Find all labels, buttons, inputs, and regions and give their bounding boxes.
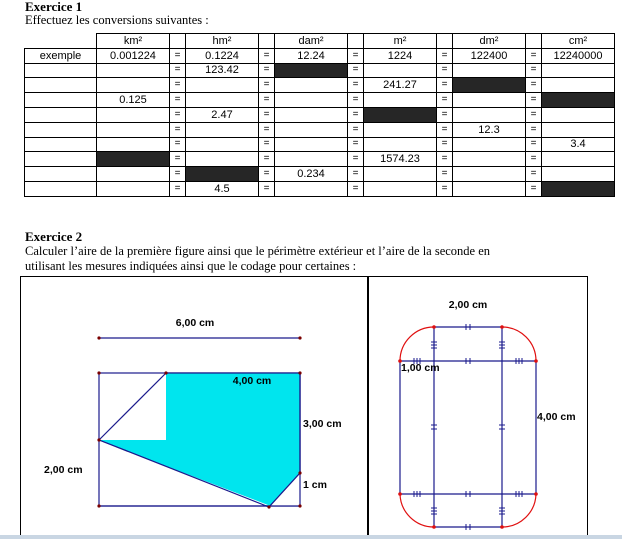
unit-header: hm² (186, 34, 259, 49)
value-cell (186, 152, 259, 167)
value-cell: 241.27 (364, 78, 437, 93)
fig1-inner-top: 4,00 cm (232, 375, 272, 387)
exercise1-title: Exercice 1 (25, 0, 83, 14)
row-label-blank (25, 122, 97, 137)
value-cell: 122400 (453, 48, 526, 63)
exercise1-instruction: Effectuez les conversions suivantes : (25, 13, 209, 27)
table-row (25, 63, 615, 78)
table-row (25, 107, 615, 122)
value-cell (97, 167, 170, 182)
equals-sign: = (437, 93, 453, 108)
row-label-blank (25, 152, 97, 167)
example-label: exemple (25, 48, 97, 63)
equals-sign: = (348, 48, 364, 63)
equals-sign: = (259, 107, 275, 122)
figure1-frame (20, 276, 368, 538)
value-cell (186, 93, 259, 108)
value-cell (453, 137, 526, 152)
eq-cell-blank (526, 34, 542, 49)
equals-sign: = (259, 63, 275, 78)
table-row (25, 137, 615, 152)
value-cell (364, 137, 437, 152)
exercise2-title: Exercice 2 (25, 229, 83, 244)
value-cell (542, 107, 615, 122)
unit-header: dam² (275, 34, 348, 49)
value-cell (364, 63, 437, 78)
value-cell (364, 167, 437, 182)
row-label-blank (25, 167, 97, 182)
value-cell (275, 181, 348, 196)
equals-sign: = (437, 107, 453, 122)
equals-sign: = (348, 107, 364, 122)
value-cell: 0.125 (97, 93, 170, 108)
value-cell (542, 167, 615, 182)
shaded-cell (542, 181, 615, 196)
fig1-top-length: 6,00 cm (175, 317, 215, 329)
equals-sign: = (526, 122, 542, 137)
table-row (25, 78, 615, 93)
shaded-cell (453, 78, 526, 93)
unit-header: km² (97, 34, 170, 49)
value-cell (453, 107, 526, 122)
table-row (25, 152, 615, 167)
value-cell (542, 63, 615, 78)
fig2-inner-width: 1,00 cm (401, 362, 440, 374)
equals-sign: = (437, 63, 453, 78)
equals-sign: = (437, 152, 453, 167)
equals-sign: = (170, 122, 186, 137)
shaded-cell (275, 63, 348, 78)
equals-sign: = (526, 107, 542, 122)
equals-sign: = (170, 63, 186, 78)
value-cell: 0.1224 (186, 48, 259, 63)
value-cell: 2.47 (186, 107, 259, 122)
value-cell (97, 78, 170, 93)
unit-header: m² (364, 34, 437, 49)
value-cell (453, 63, 526, 78)
figure2-frame (368, 276, 588, 538)
value-cell (542, 122, 615, 137)
equals-sign: = (259, 48, 275, 63)
value-cell (364, 93, 437, 108)
value-cell: 12.3 (453, 122, 526, 137)
shaded-cell (186, 167, 259, 182)
equals-sign: = (437, 78, 453, 93)
table-row (25, 93, 615, 108)
value-cell: 123.42 (186, 63, 259, 78)
equals-sign: = (348, 167, 364, 182)
equals-sign: = (170, 78, 186, 93)
value-cell (186, 137, 259, 152)
value-cell (97, 181, 170, 196)
equals-sign: = (437, 181, 453, 196)
fig2-height: 4,00 cm (537, 411, 576, 423)
shaded-cell (97, 152, 170, 167)
value-cell (453, 93, 526, 108)
fig1-left-side: 2,00 cm (44, 464, 83, 476)
equals-sign: = (348, 137, 364, 152)
value-cell (275, 137, 348, 152)
fig1-right-side: 3,00 cm (303, 418, 342, 430)
value-cell (364, 122, 437, 137)
value-cell (364, 181, 437, 196)
table-row (25, 48, 615, 63)
equals-sign: = (437, 137, 453, 152)
equals-sign: = (348, 63, 364, 78)
value-cell (542, 78, 615, 93)
value-cell: 12240000 (542, 48, 615, 63)
equals-sign: = (170, 167, 186, 182)
row-label-blank (25, 93, 97, 108)
value-cell (453, 152, 526, 167)
exercise2-line1: Calculer l’aire de la première figure ainsi que le périmètre extérieur et l’aire de la seconde en (25, 244, 491, 258)
equals-sign: = (170, 152, 186, 167)
value-cell (97, 63, 170, 78)
eq-cell-blank (348, 34, 364, 49)
equals-sign: = (170, 93, 186, 108)
bottom-scroll-edge (0, 535, 622, 539)
eq-cell-blank (170, 34, 186, 49)
equals-sign: = (526, 93, 542, 108)
row-label-blank (25, 63, 97, 78)
table-corner (25, 34, 97, 49)
value-cell (275, 152, 348, 167)
eq-cell-blank (259, 34, 275, 49)
value-cell: 0.234 (275, 167, 348, 182)
value-cell (542, 152, 615, 167)
equals-sign: = (170, 181, 186, 196)
value-cell (97, 122, 170, 137)
value-cell: 0.001224 (97, 48, 170, 63)
value-cell: 12.24 (275, 48, 348, 63)
equals-sign: = (259, 93, 275, 108)
equals-sign: = (259, 152, 275, 167)
exercise2-line2: utilisant les mesures indiquées ainsi que le codage pour certaines : (25, 259, 357, 273)
equals-sign: = (259, 78, 275, 93)
equals-sign: = (259, 167, 275, 182)
equals-sign: = (348, 93, 364, 108)
row-label-blank (25, 137, 97, 152)
value-cell: 3.4 (542, 137, 615, 152)
value-cell: 1574.23 (364, 152, 437, 167)
fig1-small-right: 1 cm (303, 479, 327, 491)
equals-sign: = (170, 48, 186, 63)
value-cell (186, 122, 259, 137)
value-cell (275, 78, 348, 93)
unit-header: dm² (453, 34, 526, 49)
equals-sign: = (526, 63, 542, 78)
equals-sign: = (437, 48, 453, 63)
value-cell (97, 137, 170, 152)
equals-sign: = (348, 152, 364, 167)
equals-sign: = (259, 137, 275, 152)
equals-sign: = (526, 152, 542, 167)
fig2-top-width: 2,00 cm (448, 299, 488, 311)
unit-header: cm² (542, 34, 615, 49)
value-cell (275, 107, 348, 122)
row-label-blank (25, 107, 97, 122)
row-label-blank (25, 181, 97, 196)
equals-sign: = (170, 107, 186, 122)
value-cell (97, 107, 170, 122)
conversion-table (24, 33, 615, 197)
value-cell (275, 93, 348, 108)
value-cell (453, 181, 526, 196)
equals-sign: = (526, 48, 542, 63)
table-row (25, 122, 615, 137)
value-cell (453, 167, 526, 182)
shaded-cell (542, 93, 615, 108)
equals-sign: = (526, 137, 542, 152)
eq-cell-blank (437, 34, 453, 49)
value-cell (275, 122, 348, 137)
equals-sign: = (348, 122, 364, 137)
fig2-tick-marks (414, 324, 522, 530)
table-row (25, 181, 615, 196)
value-cell: 1224 (364, 48, 437, 63)
value-cell: 4.5 (186, 181, 259, 196)
equals-sign: = (526, 167, 542, 182)
equals-sign: = (526, 78, 542, 93)
equals-sign: = (437, 122, 453, 137)
equals-sign: = (259, 181, 275, 196)
equals-sign: = (170, 137, 186, 152)
equals-sign: = (348, 78, 364, 93)
equals-sign: = (526, 181, 542, 196)
shaded-cell (364, 107, 437, 122)
table-row (25, 167, 615, 182)
equals-sign: = (437, 167, 453, 182)
equals-sign: = (259, 122, 275, 137)
row-label-blank (25, 78, 97, 93)
value-cell (186, 78, 259, 93)
equals-sign: = (348, 181, 364, 196)
